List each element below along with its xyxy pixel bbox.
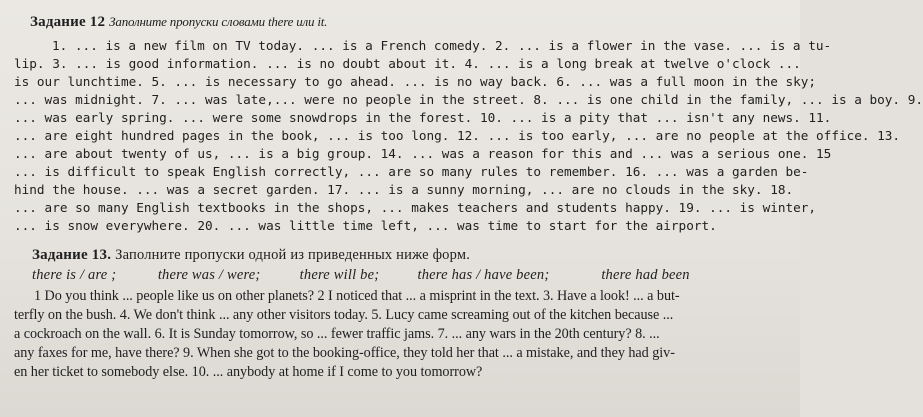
task13-line: terfly on the bush. 4. We don't think ... any other visitors today. 5. Lucy came screaming out of the kitchen because ... xyxy=(14,307,674,323)
task12-line: ... are eight hundred pages in the book, ... is too long. 12. ... is too early, ... are no people at the office. 13. xyxy=(14,128,901,143)
task12-line: is our lunchtime. 5. ... is necessary to go ahead. ... is no way back. 6. ... was a full moon in the sky; xyxy=(14,74,817,89)
task12-line: 1. ... is a new film on TV today. ... is a French comedy. 2. ... is a flower in the vase. ... is a tu- xyxy=(52,38,832,53)
form-option: there has / have been; xyxy=(417,267,550,283)
task13-title: Задание 13. xyxy=(32,247,112,263)
task12-line: ... are about twenty of us, ... is a big group. 14. ... was a reason for this and ... was a serious one. 15 xyxy=(14,146,832,161)
task13-forms-row xyxy=(32,267,782,284)
task12-line: ... was early spring. ... were some snowdrops in the forest. 10. ... is a pity that ... isn't any news. 11. xyxy=(14,110,832,125)
task13-line: en her ticket to somebody else. 10. ... anybody at home if I come to you tomorrow? xyxy=(14,364,483,380)
task12-header xyxy=(30,13,782,31)
task12-line: ... is difficult to speak English correctly, ... are so many rules to remember. 16. ... was a garden be- xyxy=(14,164,809,179)
task12-title: Задание 12 xyxy=(30,14,106,30)
form-option: there was / were; xyxy=(157,267,261,283)
task12-line: lip. 3. ... is good information. ... is no doubt about it. 4. ... is a long break at twelve o'clock ... xyxy=(14,56,801,71)
task12-line: ... is snow everywhere. 20. ... was little time left, ... was time to start for the airport. xyxy=(14,218,717,233)
task13-header xyxy=(32,247,782,264)
form-option: there is / are ; xyxy=(32,267,117,283)
form-option: there will be; xyxy=(299,267,380,283)
task13-line: a cockroach on the wall. 6. It is Sunday tomorrow, so ... fewer traffic jams. 7. ... any wars in the 20th century? 8. ... xyxy=(14,326,660,342)
task12-instruction: Заполните пропуски словами there или it. xyxy=(109,14,328,29)
task12-line: ... was midnight. 7. ... was late,... were no people in the street. 8. ... is one child in the family, ... is a boy. 9. xyxy=(14,92,923,107)
task13-instruction: Заполните пропуски одной из приведенных ниже форм. xyxy=(115,247,471,263)
task12-line: ... are so many English textbooks in the shops, ... makes teachers and students happy. 19. ... is winter, xyxy=(14,200,817,215)
task13-line: any faxes for me, have there? 9. When she got to the booking-office, they told her that ... a mistake, and they had giv- xyxy=(14,345,675,361)
task12-line: hind the house. ... was a secret garden. 17. ... is a sunny morning, ... are no clouds in the sky. 18. xyxy=(14,182,794,197)
form-option: there had been xyxy=(601,267,690,283)
task13-line: 1 Do you think ... people like us on other planets? 2 I noticed that ... a misprint in the text. 3. Have a look! ... a but- xyxy=(34,288,680,304)
